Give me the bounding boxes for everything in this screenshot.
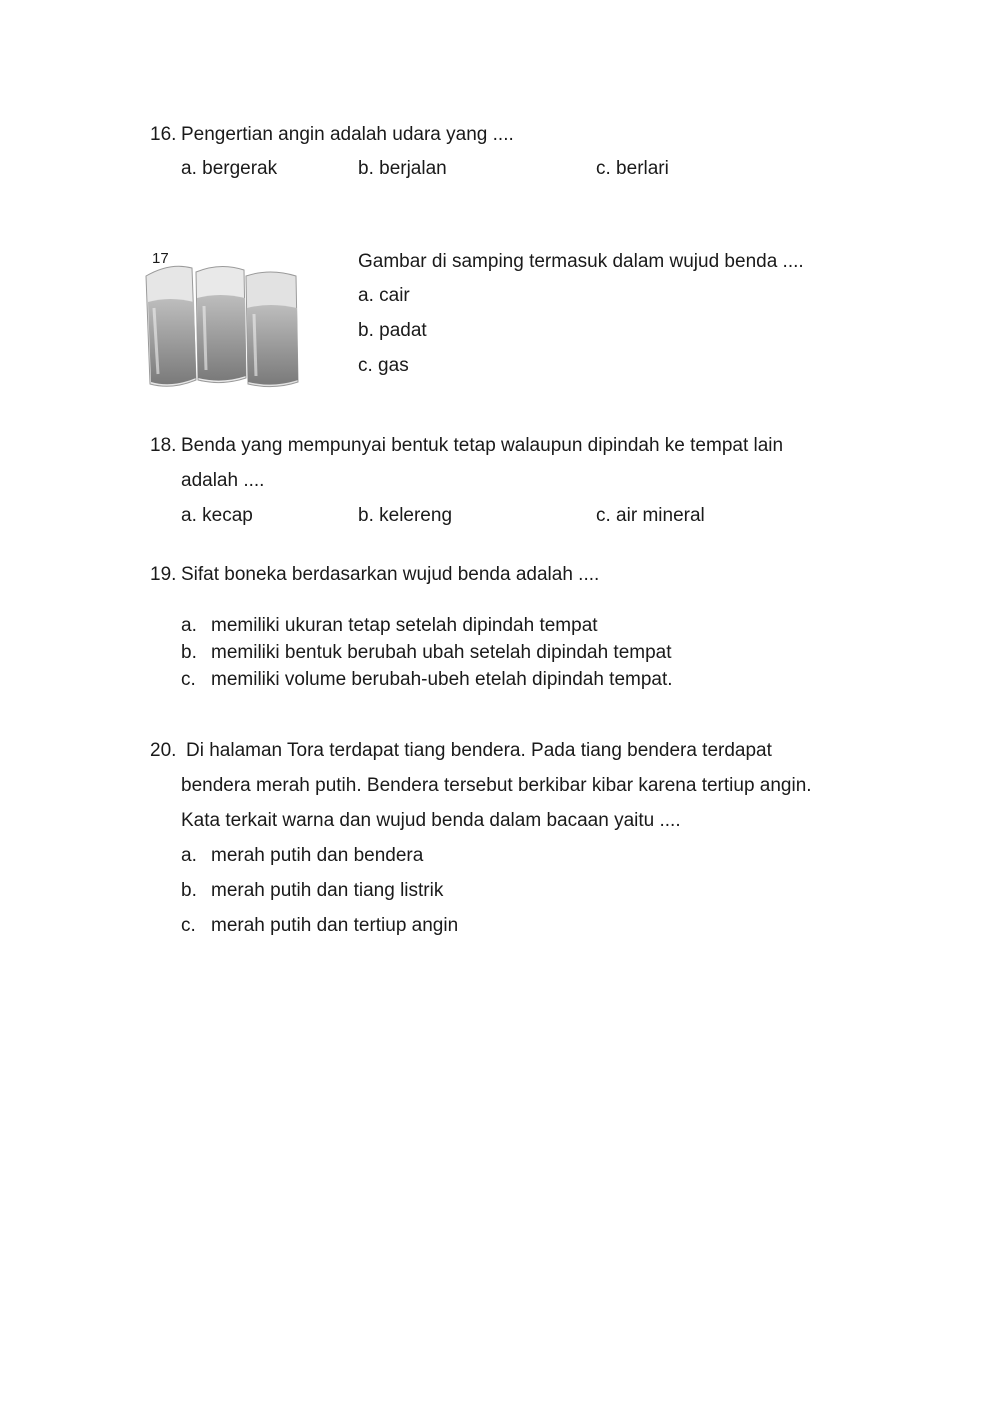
q20-option-c-letter: c. bbox=[181, 915, 196, 936]
q16-option-a[interactable]: a. bergerak bbox=[181, 158, 278, 179]
q17-number: 17 bbox=[152, 250, 169, 267]
q19-option-c-letter: c. bbox=[181, 669, 196, 690]
liquid-pouches-image bbox=[140, 262, 304, 394]
q20-number: 20. bbox=[150, 740, 177, 761]
q20-option-b[interactable]: merah putih dan tiang listrik bbox=[211, 880, 444, 901]
q19-option-a[interactable]: memiliki ukuran tetap setelah dipindah tempat bbox=[211, 615, 598, 636]
q19-option-c[interactable]: memiliki volume berubah-ubeh etelah dipindah tempat. bbox=[211, 669, 673, 690]
q16-number: 16. bbox=[150, 124, 177, 145]
q17-question: Gambar di samping termasuk dalam wujud benda .... bbox=[358, 251, 804, 272]
q18-question-line2: adalah .... bbox=[181, 470, 265, 491]
q17-option-c[interactable]: c. gas bbox=[358, 355, 409, 376]
q16-option-b[interactable]: b. berjalan bbox=[358, 158, 447, 179]
q16-question: Pengertian angin adalah udara yang .... bbox=[181, 124, 514, 145]
q20-question-line1: Di halaman Tora terdapat tiang bendera. Pada tiang bendera terdapat bbox=[186, 740, 772, 761]
q16-option-c[interactable]: c. berlari bbox=[596, 158, 669, 179]
q20-option-b-letter: b. bbox=[181, 880, 197, 901]
q17-option-a[interactable]: a. cair bbox=[358, 285, 410, 306]
q18-option-a[interactable]: a. kecap bbox=[181, 505, 253, 526]
q19-option-b[interactable]: memiliki bentuk berubah ubah setelah dipindah tempat bbox=[211, 642, 672, 663]
q20-option-c[interactable]: merah putih dan tertiup angin bbox=[211, 915, 459, 936]
q18-option-b[interactable]: b. kelereng bbox=[358, 505, 453, 526]
q20-option-a-letter: a. bbox=[181, 845, 197, 866]
q20-question-line3: Kata terkait warna dan wujud benda dalam bacaan yaitu .... bbox=[181, 810, 681, 831]
q18-number: 18. bbox=[150, 435, 177, 456]
q19-number: 19. bbox=[150, 564, 177, 585]
q19-question: Sifat boneka berdasarkan wujud benda adalah .... bbox=[181, 564, 600, 585]
q19-option-b-letter: b. bbox=[181, 642, 197, 663]
q18-question-line1: Benda yang mempunyai bentuk tetap walaupun dipindah ke tempat lain bbox=[181, 435, 784, 456]
q18-option-c[interactable]: c. air mineral bbox=[596, 505, 705, 526]
q20-question-line2: bendera merah putih. Bendera tersebut berkibar kibar karena tertiup angin. bbox=[181, 775, 812, 796]
q19-option-a-letter: a. bbox=[181, 615, 197, 636]
q17-option-b[interactable]: b. padat bbox=[358, 320, 427, 341]
q20-option-a[interactable]: merah putih dan bendera bbox=[211, 845, 424, 866]
